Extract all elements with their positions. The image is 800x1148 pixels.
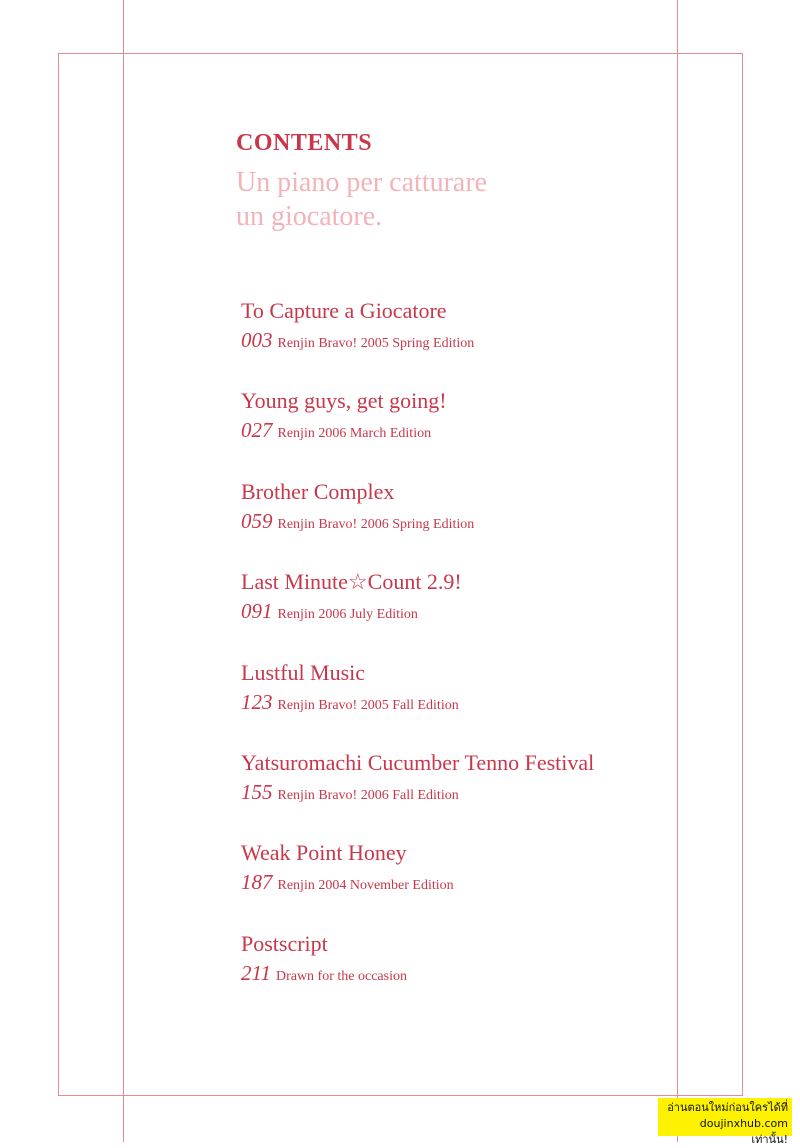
entry-page-number: 155 xyxy=(241,779,273,804)
watermark-line-1: อ่านตอนใหม่ก่อนใครได้ที่ xyxy=(667,1101,788,1114)
table-of-contents xyxy=(241,296,711,1019)
margin-line-left xyxy=(123,0,124,1142)
entry-title: Lustful Music xyxy=(241,659,366,685)
toc-entry xyxy=(241,477,711,567)
frame-line-bottom xyxy=(58,1095,743,1096)
toc-entry xyxy=(241,929,711,1019)
toc-entry xyxy=(241,567,711,657)
entry-title: Brother Complex xyxy=(241,478,395,504)
subtitle-line-1: Un piano per catturare xyxy=(236,167,488,198)
subtitle-line-2: un giocatore. xyxy=(236,201,383,232)
contents-header xyxy=(236,128,487,234)
watermark-badge xyxy=(658,1098,792,1146)
toc-entry xyxy=(241,296,711,386)
entry-source: Renjin 2006 March Edition xyxy=(277,426,432,442)
toc-entry xyxy=(241,386,711,476)
entry-source: Renjin 2004 November Edition xyxy=(277,878,454,894)
entry-source: Renjin Bravo! 2006 Fall Edition xyxy=(277,787,459,803)
entry-title: Young guys, get going! xyxy=(241,388,447,414)
entry-title: Weak Point Honey xyxy=(241,840,407,866)
entry-page-number: 027 xyxy=(241,418,273,443)
entry-title: Last Minute☆Count 2.9! xyxy=(241,569,462,595)
entry-source: Renjin Bravo! 2006 Spring Edition xyxy=(277,516,475,532)
entry-page-number: 059 xyxy=(241,508,273,533)
entry-source: Renjin 2006 July Edition xyxy=(277,607,418,623)
frame-line-top xyxy=(58,53,743,54)
entry-source: Drawn for the occasion xyxy=(275,968,407,984)
entry-page-number: 003 xyxy=(241,328,273,352)
toc-entry xyxy=(241,748,711,838)
entry-page-number: 123 xyxy=(241,689,273,714)
entry-page-number: 091 xyxy=(241,599,273,624)
entry-page-number: 187 xyxy=(241,870,273,895)
entry-title: Postscript xyxy=(241,930,328,956)
entry-page-number: 211 xyxy=(241,960,271,985)
frame-line-right xyxy=(742,53,743,1096)
entry-source: Renjin Bravo! 2005 Spring Edition xyxy=(277,336,475,351)
frame-line-left xyxy=(58,53,59,1096)
toc-entry xyxy=(241,658,711,748)
page-subtitle xyxy=(236,166,487,234)
toc-entry xyxy=(241,838,711,928)
watermark-line-2: doujinxhub.com เท่านั้น! xyxy=(699,1117,788,1146)
entry-title: Yatsuromachi Cucumber Tenno Festival xyxy=(241,749,595,775)
entry-source: Renjin Bravo! 2005 Fall Edition xyxy=(277,697,459,713)
page-title: CONTENTS xyxy=(236,130,373,156)
entry-title: To Capture a Giocatore xyxy=(241,298,447,323)
